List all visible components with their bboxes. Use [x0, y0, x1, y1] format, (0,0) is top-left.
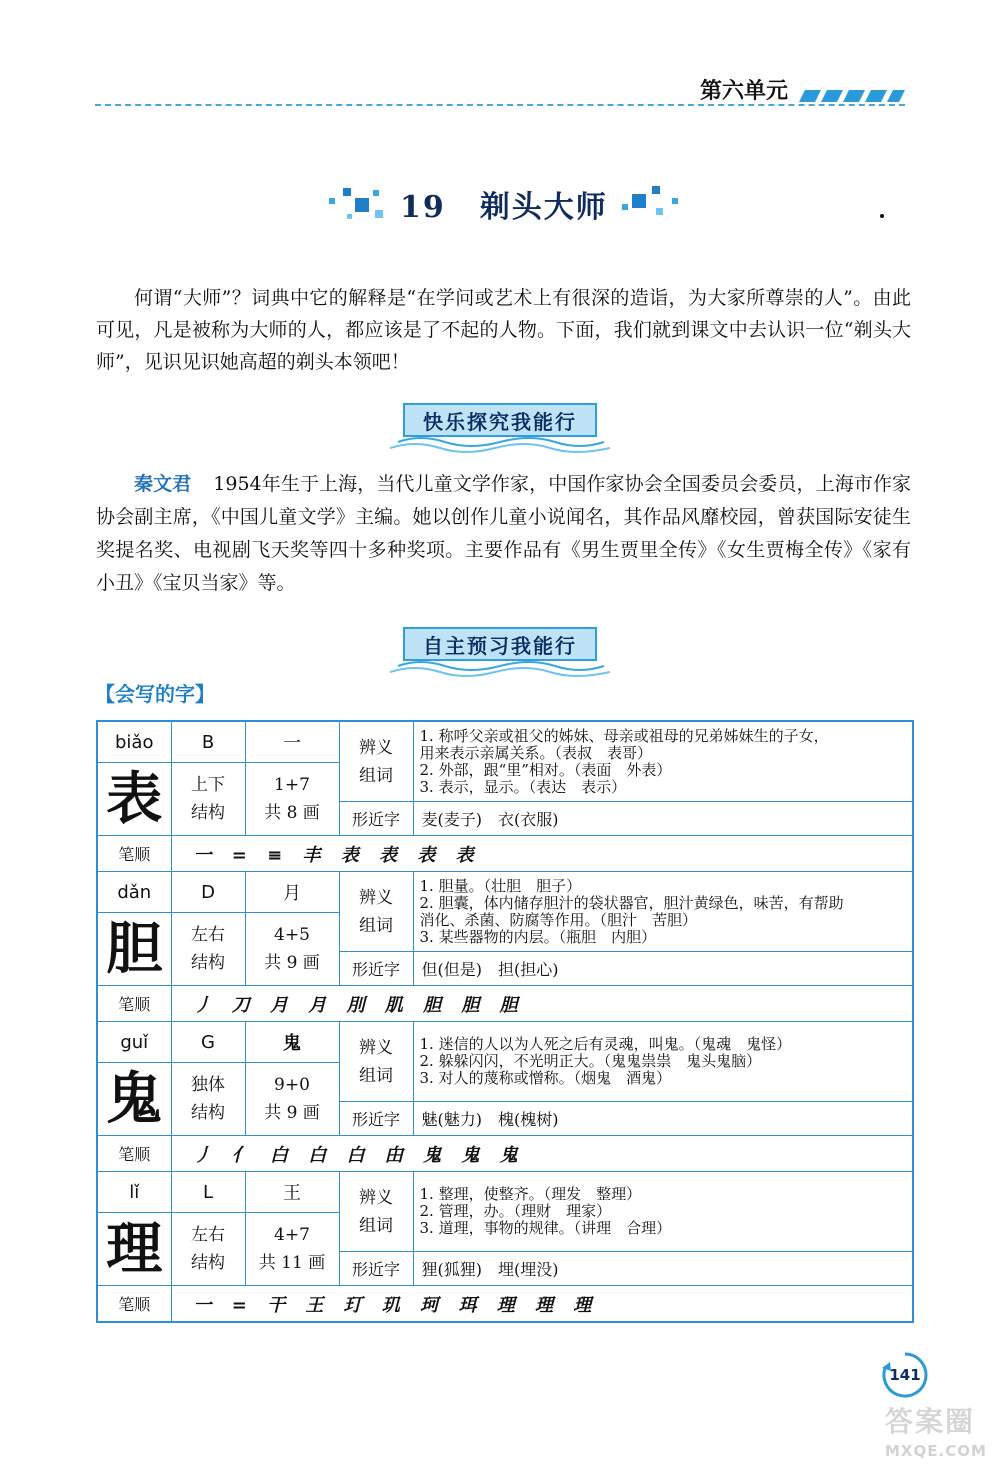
meanings: [413, 872, 913, 952]
meaning-line: 3. 表示，显示。（表达 表示）: [419, 778, 627, 796]
similar-chars: 狸(狐狸) 埋(埋没): [413, 1252, 913, 1286]
title-pixel-decoration-left: [325, 180, 395, 224]
stroke-total: 共 8 画: [264, 803, 320, 823]
similar-label: 形近字: [339, 1252, 413, 1286]
char-row-top: [97, 1022, 913, 1063]
big-character: 理: [97, 1213, 171, 1286]
meaning-label-line2: 组词: [359, 1065, 393, 1086]
similar-label: 形近字: [339, 1102, 413, 1136]
title-pixel-decoration-right: [618, 180, 688, 224]
meaning-line: 1. 称呼父亲或祖父的姊妹、母亲或祖母的兄弟姊妹生的子女，: [419, 727, 829, 745]
section2-title: 自主预习我能行: [403, 627, 597, 661]
watermark-url: MXQE.COM: [885, 1442, 987, 1460]
pinyin: guǐ: [97, 1022, 171, 1063]
stroke-order-label: 笔顺: [97, 836, 171, 872]
radical: 王: [245, 1172, 339, 1213]
stroke-order-label: 笔顺: [97, 1136, 171, 1172]
meaning-line: 1. 整理，使整齐。（理发 整理）: [419, 1186, 642, 1203]
meaning-label-line2: 组词: [359, 765, 393, 786]
watermark: [885, 1400, 995, 1460]
meaning-label-line2: 组词: [359, 1215, 393, 1236]
meaning-line: 2. 外部，跟“里”相对。（表面 外表）: [419, 761, 672, 779]
meaning-label-line2: 组词: [359, 915, 393, 936]
meaning-label-line1: 辨义: [359, 1037, 393, 1058]
char-row-top: [97, 1172, 913, 1213]
structure-word: 结构: [191, 953, 225, 973]
meanings: [413, 721, 913, 802]
meaning-category-label: [339, 1022, 413, 1102]
meaning-category-label: [339, 1172, 413, 1252]
pinyin: lǐ: [97, 1172, 171, 1213]
stroke-total: 共 9 画: [264, 953, 320, 973]
stray-dot: [880, 214, 884, 218]
similar-chars: 麦(麦子) 衣(衣服): [413, 802, 913, 836]
similar-label: 形近字: [339, 952, 413, 986]
author-bio: [96, 468, 911, 600]
stroke-order-label: 笔顺: [97, 986, 171, 1022]
index-letter: D: [171, 872, 245, 913]
structure-type: 上下: [191, 775, 225, 795]
pinyin: biǎo: [97, 721, 171, 763]
stroke-formula: 4+5: [274, 925, 310, 945]
meaning-label-line1: 辨义: [359, 887, 393, 908]
meaning-label-line1: 辨义: [359, 1187, 393, 1208]
structure-type: 左右: [191, 925, 225, 945]
pinyin: dǎn: [97, 872, 171, 913]
meaning-line: 2. 管理，办。（理财 理家）: [419, 1203, 612, 1220]
stroke-order-label: 笔顺: [97, 1286, 171, 1323]
page-number: 141: [889, 1366, 921, 1384]
stroke-count: [245, 1213, 339, 1286]
radical: 鬼: [245, 1022, 339, 1063]
lesson-title: [400, 182, 608, 226]
stroke-formula: 9+0: [274, 1075, 310, 1095]
similar-label: 形近字: [339, 802, 413, 836]
header-stripes-decoration: [795, 90, 905, 102]
meaning-category-label: [339, 872, 413, 952]
meaning-category-label: [339, 721, 413, 802]
meaning-line: 3. 某些器物的内层。（瓶胆 内胆）: [419, 928, 657, 946]
meaning-line: 1. 迷信的人以为人死之后有灵魂，叫鬼。（鬼魂 鬼怪）: [419, 1036, 792, 1053]
similar-chars: 魅(魅力) 槐(槐树): [413, 1102, 913, 1136]
meaning-label-line1: 辨义: [359, 737, 393, 758]
banner-section2: [390, 622, 610, 682]
stroke-total: 共 11 画: [258, 1253, 326, 1273]
big-character: 鬼: [97, 1063, 171, 1136]
structure: [171, 763, 245, 836]
author-bio-text: 1954年生于上海，当代儿童文学作家，中国作家协会全国委员会委员，上海市作家协会副主席，《中国儿童文学》主编。她以创作儿童小说闻名，其作品风靡校园，曾获国际安徒生奖提名奖、电视剧飞天奖等四十多种奖项。主要作品有《男生贾里全传》《女生贾梅全传》《家有小丑》《宝贝当家》等。: [96, 473, 911, 594]
index-letter: G: [171, 1022, 245, 1063]
stroke-count: [245, 1063, 339, 1136]
meanings: [413, 1022, 913, 1102]
stroke-order: 丿 亻 白 白 白 甶 鬼 鬼 鬼: [171, 1136, 913, 1172]
meaning-line: 1. 胆量。（壮胆 胆子）: [419, 877, 582, 895]
char-row-strokes: [97, 836, 913, 872]
structure: [171, 1213, 245, 1286]
lesson-title-text: 剃头大师: [479, 190, 608, 225]
meaning-line: 2. 躲躲闪闪，不光明正大。（鬼鬼祟祟 鬼头鬼脑）: [419, 1053, 762, 1070]
stroke-count: [245, 763, 339, 836]
header-divider: [95, 104, 905, 106]
radical: 一: [245, 721, 339, 763]
big-character: 胆: [97, 913, 171, 986]
index-letter: B: [171, 721, 245, 763]
structure-type: 左右: [191, 1225, 225, 1245]
meaning-line: 3. 对人的蔑称或憎称。（烟鬼 酒鬼）: [419, 1070, 672, 1087]
char-row-top: [97, 872, 913, 913]
author-name: 秦文君: [134, 473, 192, 495]
structure: [171, 1063, 245, 1136]
meaning-line: 2. 胆囊，体内储存胆汁的袋状器官，胆汁黄绿色，味苦，有帮助: [419, 894, 844, 912]
banner-section1: [390, 398, 610, 458]
structure: [171, 913, 245, 986]
stroke-formula: 4+7: [274, 1225, 310, 1245]
char-row-strokes: [97, 986, 913, 1022]
intro-paragraph: 何谓“大师”？词典中它的解释是“在学问或艺术上有很深的造诣，为大家所尊崇的人”。由此可见，凡是被称为大师的人，都应该是了不起的人物。下面，我们就到课文中去认识一位“剃头大师”，见识见识她高超的剃头本领吧！: [96, 287, 911, 373]
structure-word: 结构: [191, 803, 225, 823]
writing-section-label: 【会写的字】: [95, 682, 215, 706]
structure-word: 结构: [191, 1103, 225, 1123]
section1-title: 快乐探究我能行: [403, 403, 597, 437]
structure-type: 独体: [191, 1075, 225, 1095]
watermark-logo-text: 答案圈: [885, 1405, 976, 1438]
stroke-order: 一 = ≡ 丰 表 表 表 表: [171, 836, 913, 872]
similar-chars: 但(但是) 担(担心): [413, 952, 913, 986]
meaning-line: 3. 道理，事物的规律。（讲理 合理）: [419, 1220, 672, 1237]
stroke-order: 一 = 干 王 玎 玑 珂 珥 理 理 理: [171, 1286, 913, 1323]
char-row-top: [97, 721, 913, 763]
meanings: [413, 1172, 913, 1252]
radical: 月: [245, 872, 339, 913]
page-number-badge: [880, 1350, 930, 1400]
character-table: [96, 720, 914, 1323]
char-row-strokes: [97, 1286, 913, 1323]
unit-title: 第六单元: [700, 79, 789, 104]
stroke-count: [245, 913, 339, 986]
stroke-order: 丿 刀 月 月 刖 肌 胆 胆 胆: [171, 986, 913, 1022]
char-row-strokes: [97, 1136, 913, 1172]
meaning-line: 用来表示亲属关系。（表叔 表哥）: [419, 744, 653, 762]
stroke-total: 共 9 画: [264, 1103, 320, 1123]
big-character: 表: [97, 763, 171, 836]
stroke-formula: 1+7: [274, 775, 310, 795]
meaning-line: 消化、杀菌、防腐等作用。（胆汁 苦胆）: [419, 911, 698, 929]
structure-word: 结构: [191, 1253, 225, 1273]
index-letter: L: [171, 1172, 245, 1213]
lesson-number: 19: [400, 190, 446, 225]
